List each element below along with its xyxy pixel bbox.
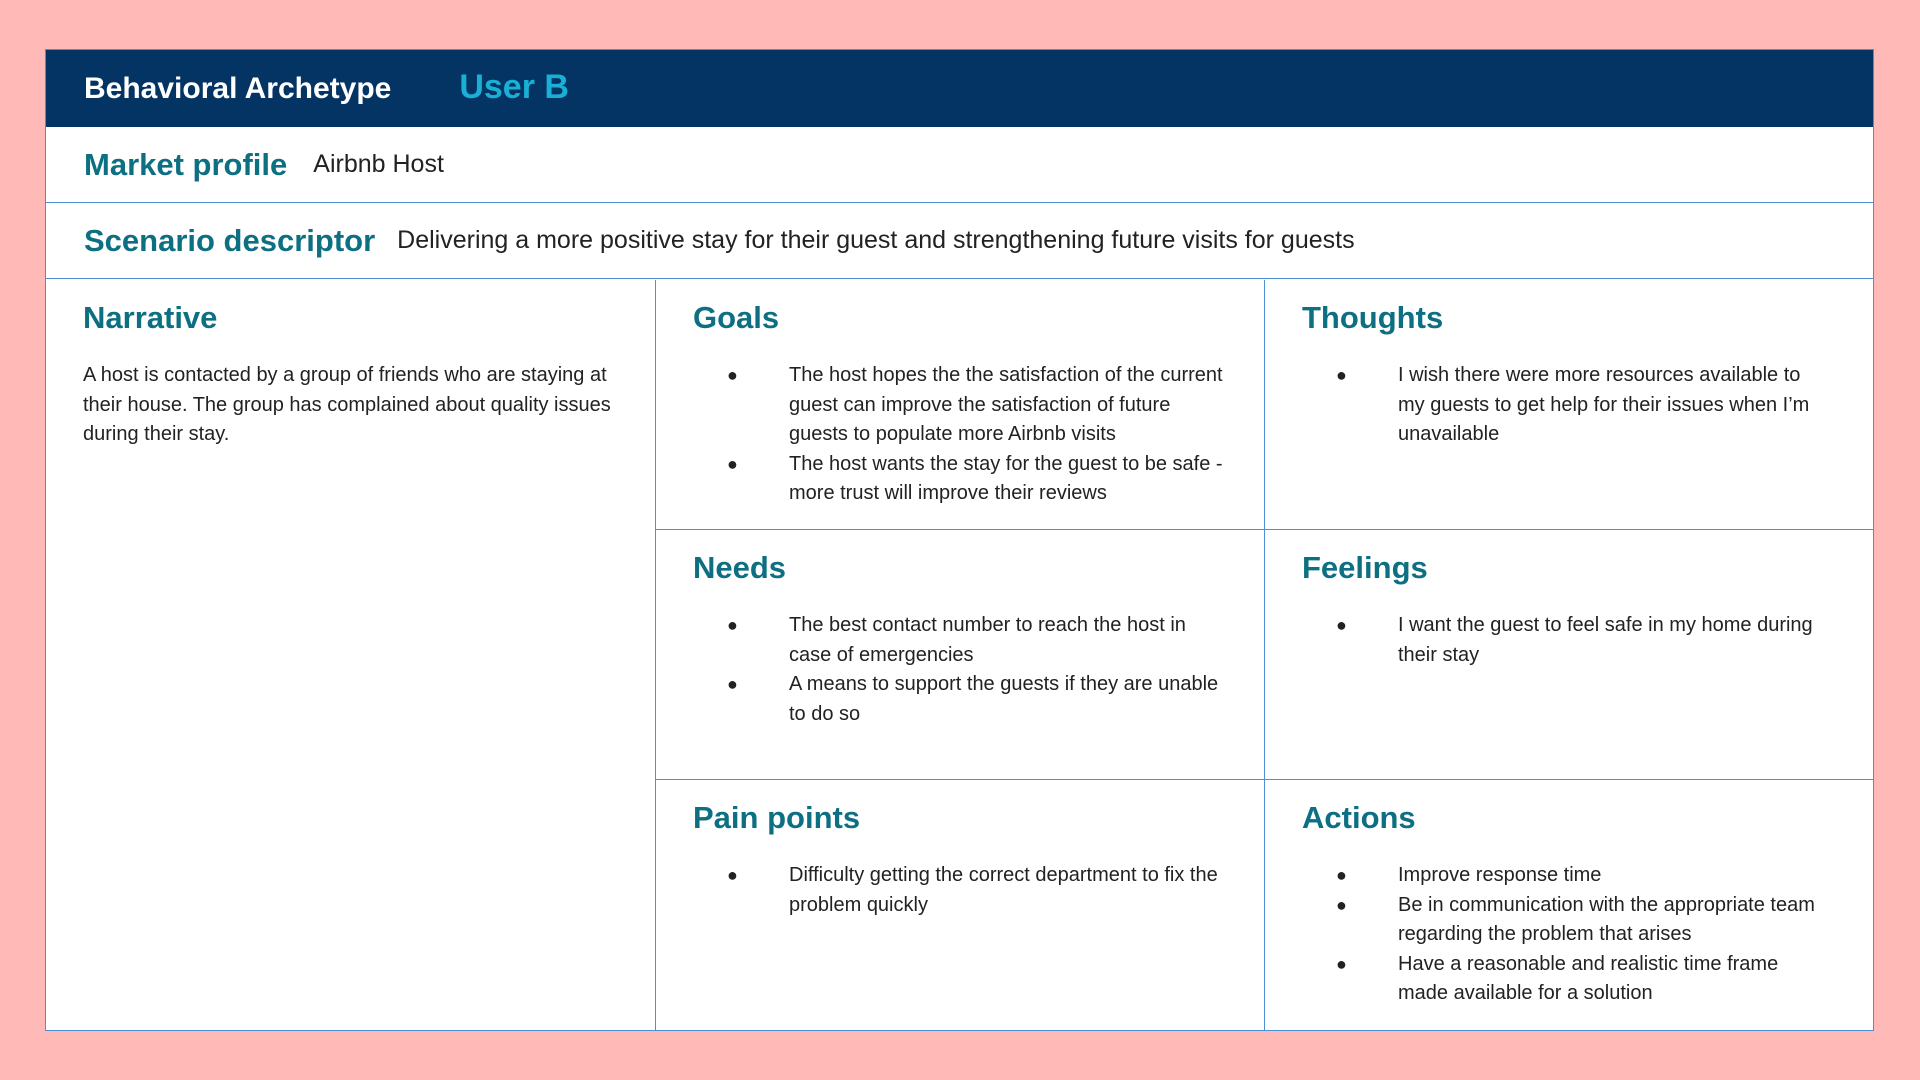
goals-title: Goals xyxy=(693,300,780,335)
feelings-section xyxy=(1265,530,1873,780)
pain-points-section xyxy=(656,780,1265,1030)
goals-section xyxy=(656,280,1265,530)
market-profile-value: Airbnb Host xyxy=(313,150,444,178)
market-profile-label: Market profile xyxy=(84,146,288,182)
list-item: ● The host wants the stay for the guest to be safe - more trust will improve their reviews xyxy=(693,450,1223,509)
actions-title: Actions xyxy=(1302,800,1416,835)
narrative-text: A host is contacted by a group of friends who are staying at their house. The group has complained about quality issues during their stay. xyxy=(83,364,611,445)
bullet-icon: ● xyxy=(1336,953,1347,974)
list-item: ● Be in communication with the appropriate team regarding the problem that arises xyxy=(1302,891,1832,950)
list-item: ● The best contact number to reach the host in case of emergencies xyxy=(693,611,1223,670)
market-profile-row xyxy=(46,127,1873,203)
narrative-section xyxy=(46,280,656,1030)
thoughts-section xyxy=(1265,280,1873,530)
needs-title: Needs xyxy=(693,550,787,585)
thoughts-list xyxy=(1302,361,1832,450)
pain-points-title: Pain points xyxy=(693,800,861,835)
feelings-title: Feelings xyxy=(1302,550,1428,585)
user-label: User B xyxy=(459,68,569,106)
scenario-value: Delivering a more positive stay for their guest and strengthening future visits for guests xyxy=(397,226,1355,254)
bullet-icon: ● xyxy=(1336,615,1347,635)
goals-list xyxy=(693,361,1223,509)
bullet-icon: ● xyxy=(727,453,738,474)
scenario-row xyxy=(46,203,1873,279)
list-item: ● Improve response time xyxy=(1302,861,1832,891)
feelings-list xyxy=(1302,611,1832,670)
pain-points-list xyxy=(693,861,1223,920)
list-item: ● A means to support the guests if they are unable to do so xyxy=(693,670,1223,729)
list-item: ● I wish there were more resources available to my guests to get help for their issues when I’m unavailable xyxy=(1302,361,1832,450)
scenario-label: Scenario descriptor xyxy=(84,222,376,258)
bullet-icon: ● xyxy=(727,674,738,694)
bullet-icon: ● xyxy=(727,365,738,385)
actions-section xyxy=(1265,780,1873,1030)
bullet-icon: ● xyxy=(727,865,738,885)
list-item: ● The host hopes the the satisfaction of the current guest can improve the satisfaction of future guests to populate more Airbnb visits xyxy=(693,361,1223,450)
bullet-icon: ● xyxy=(1336,365,1347,385)
narrative-title: Narrative xyxy=(83,300,218,335)
archetype-grid xyxy=(46,280,1873,1030)
actions-list xyxy=(1302,861,1832,1009)
bullet-icon: ● xyxy=(727,615,738,635)
bullet-icon: ● xyxy=(1336,894,1347,915)
archetype-card xyxy=(45,49,1874,1031)
list-item: ● Have a reasonable and realistic time frame made available for a solution xyxy=(1302,950,1832,1009)
bullet-icon: ● xyxy=(1336,865,1347,885)
list-item: ● Difficulty getting the correct department to fix the problem quickly xyxy=(693,861,1223,920)
needs-list xyxy=(693,611,1223,729)
needs-section xyxy=(656,530,1265,780)
header-title: Behavioral Archetype xyxy=(84,71,392,105)
thoughts-title: Thoughts xyxy=(1302,300,1444,335)
list-item: ● I want the guest to feel safe in my home during their stay xyxy=(1302,611,1832,670)
header-bar xyxy=(46,50,1873,127)
